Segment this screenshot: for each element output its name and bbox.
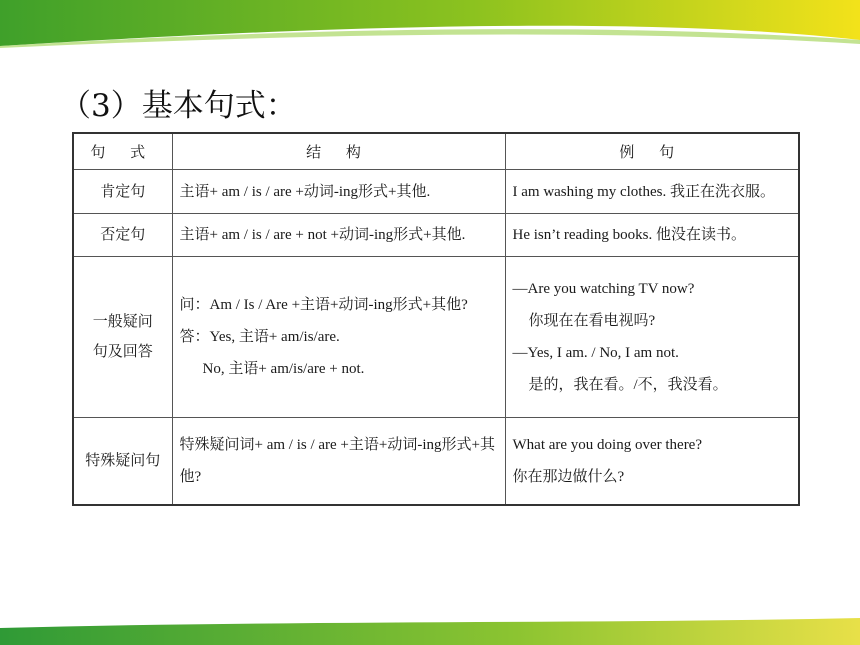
row-structure bbox=[172, 418, 505, 506]
table-row bbox=[73, 170, 799, 214]
row-type-affirmative: 肯定句 bbox=[73, 170, 172, 214]
structure-line: No, 主语+ am/is/are + not. bbox=[202, 361, 365, 377]
example-line: 你在那边做什么? bbox=[512, 469, 625, 485]
example-line: He isn’t reading books. 他没在读书。 bbox=[512, 227, 746, 243]
row-structure bbox=[172, 257, 505, 418]
example-line: What are you doing over there? bbox=[512, 437, 702, 453]
structure-line: 答：Yes, 主语+ am/is/are. bbox=[179, 329, 340, 345]
row-structure bbox=[172, 214, 505, 257]
header-example: 例 句 bbox=[505, 133, 799, 170]
example-line: —Are you watching TV now? bbox=[512, 281, 695, 297]
example-line: 你现在在看电视吗? bbox=[528, 313, 656, 329]
row-example bbox=[505, 170, 799, 214]
row-example bbox=[505, 418, 799, 506]
structure-line: 问：Am / Is / Are +主语+动词-ing形式+其他? bbox=[179, 297, 468, 313]
example-line: 是的，我在看。/不，我没看。 bbox=[528, 377, 728, 393]
header-sentence-type: 句 式 bbox=[73, 133, 172, 170]
row-structure bbox=[172, 170, 505, 214]
structure-line: 主语+ am / is / are + not +动词-ing形式+其他. bbox=[179, 227, 466, 243]
sentence-pattern-table bbox=[72, 132, 800, 506]
row-example bbox=[505, 214, 799, 257]
row-type-special-question: 特殊疑问句 bbox=[73, 418, 172, 506]
row-example bbox=[505, 257, 799, 418]
type-line: 句及回答 bbox=[92, 344, 153, 360]
type-line: 一般疑问 bbox=[92, 314, 153, 330]
row-type-general-question bbox=[73, 257, 172, 418]
table-row bbox=[73, 418, 799, 506]
row-type-negative: 否定句 bbox=[73, 214, 172, 257]
example-line: —Yes, I am. / No, I am not. bbox=[512, 345, 679, 361]
header-structure: 结 构 bbox=[172, 133, 505, 170]
table-row bbox=[73, 257, 799, 418]
example-line: I am washing my clothes. 我正在洗衣服。 bbox=[512, 183, 775, 200]
structure-line: 主语+ am / is / are +动词-ing形式+其他. bbox=[179, 183, 431, 200]
bottom-decorative-band bbox=[0, 618, 860, 645]
section-heading: （3）基本句式： bbox=[60, 88, 297, 124]
table-row bbox=[73, 214, 799, 257]
top-decorative-band bbox=[0, 0, 860, 48]
table-header-row bbox=[73, 133, 799, 170]
structure-line: 特殊疑问词+ am / is / are +主语+动词-ing形式+其他? bbox=[179, 437, 495, 485]
